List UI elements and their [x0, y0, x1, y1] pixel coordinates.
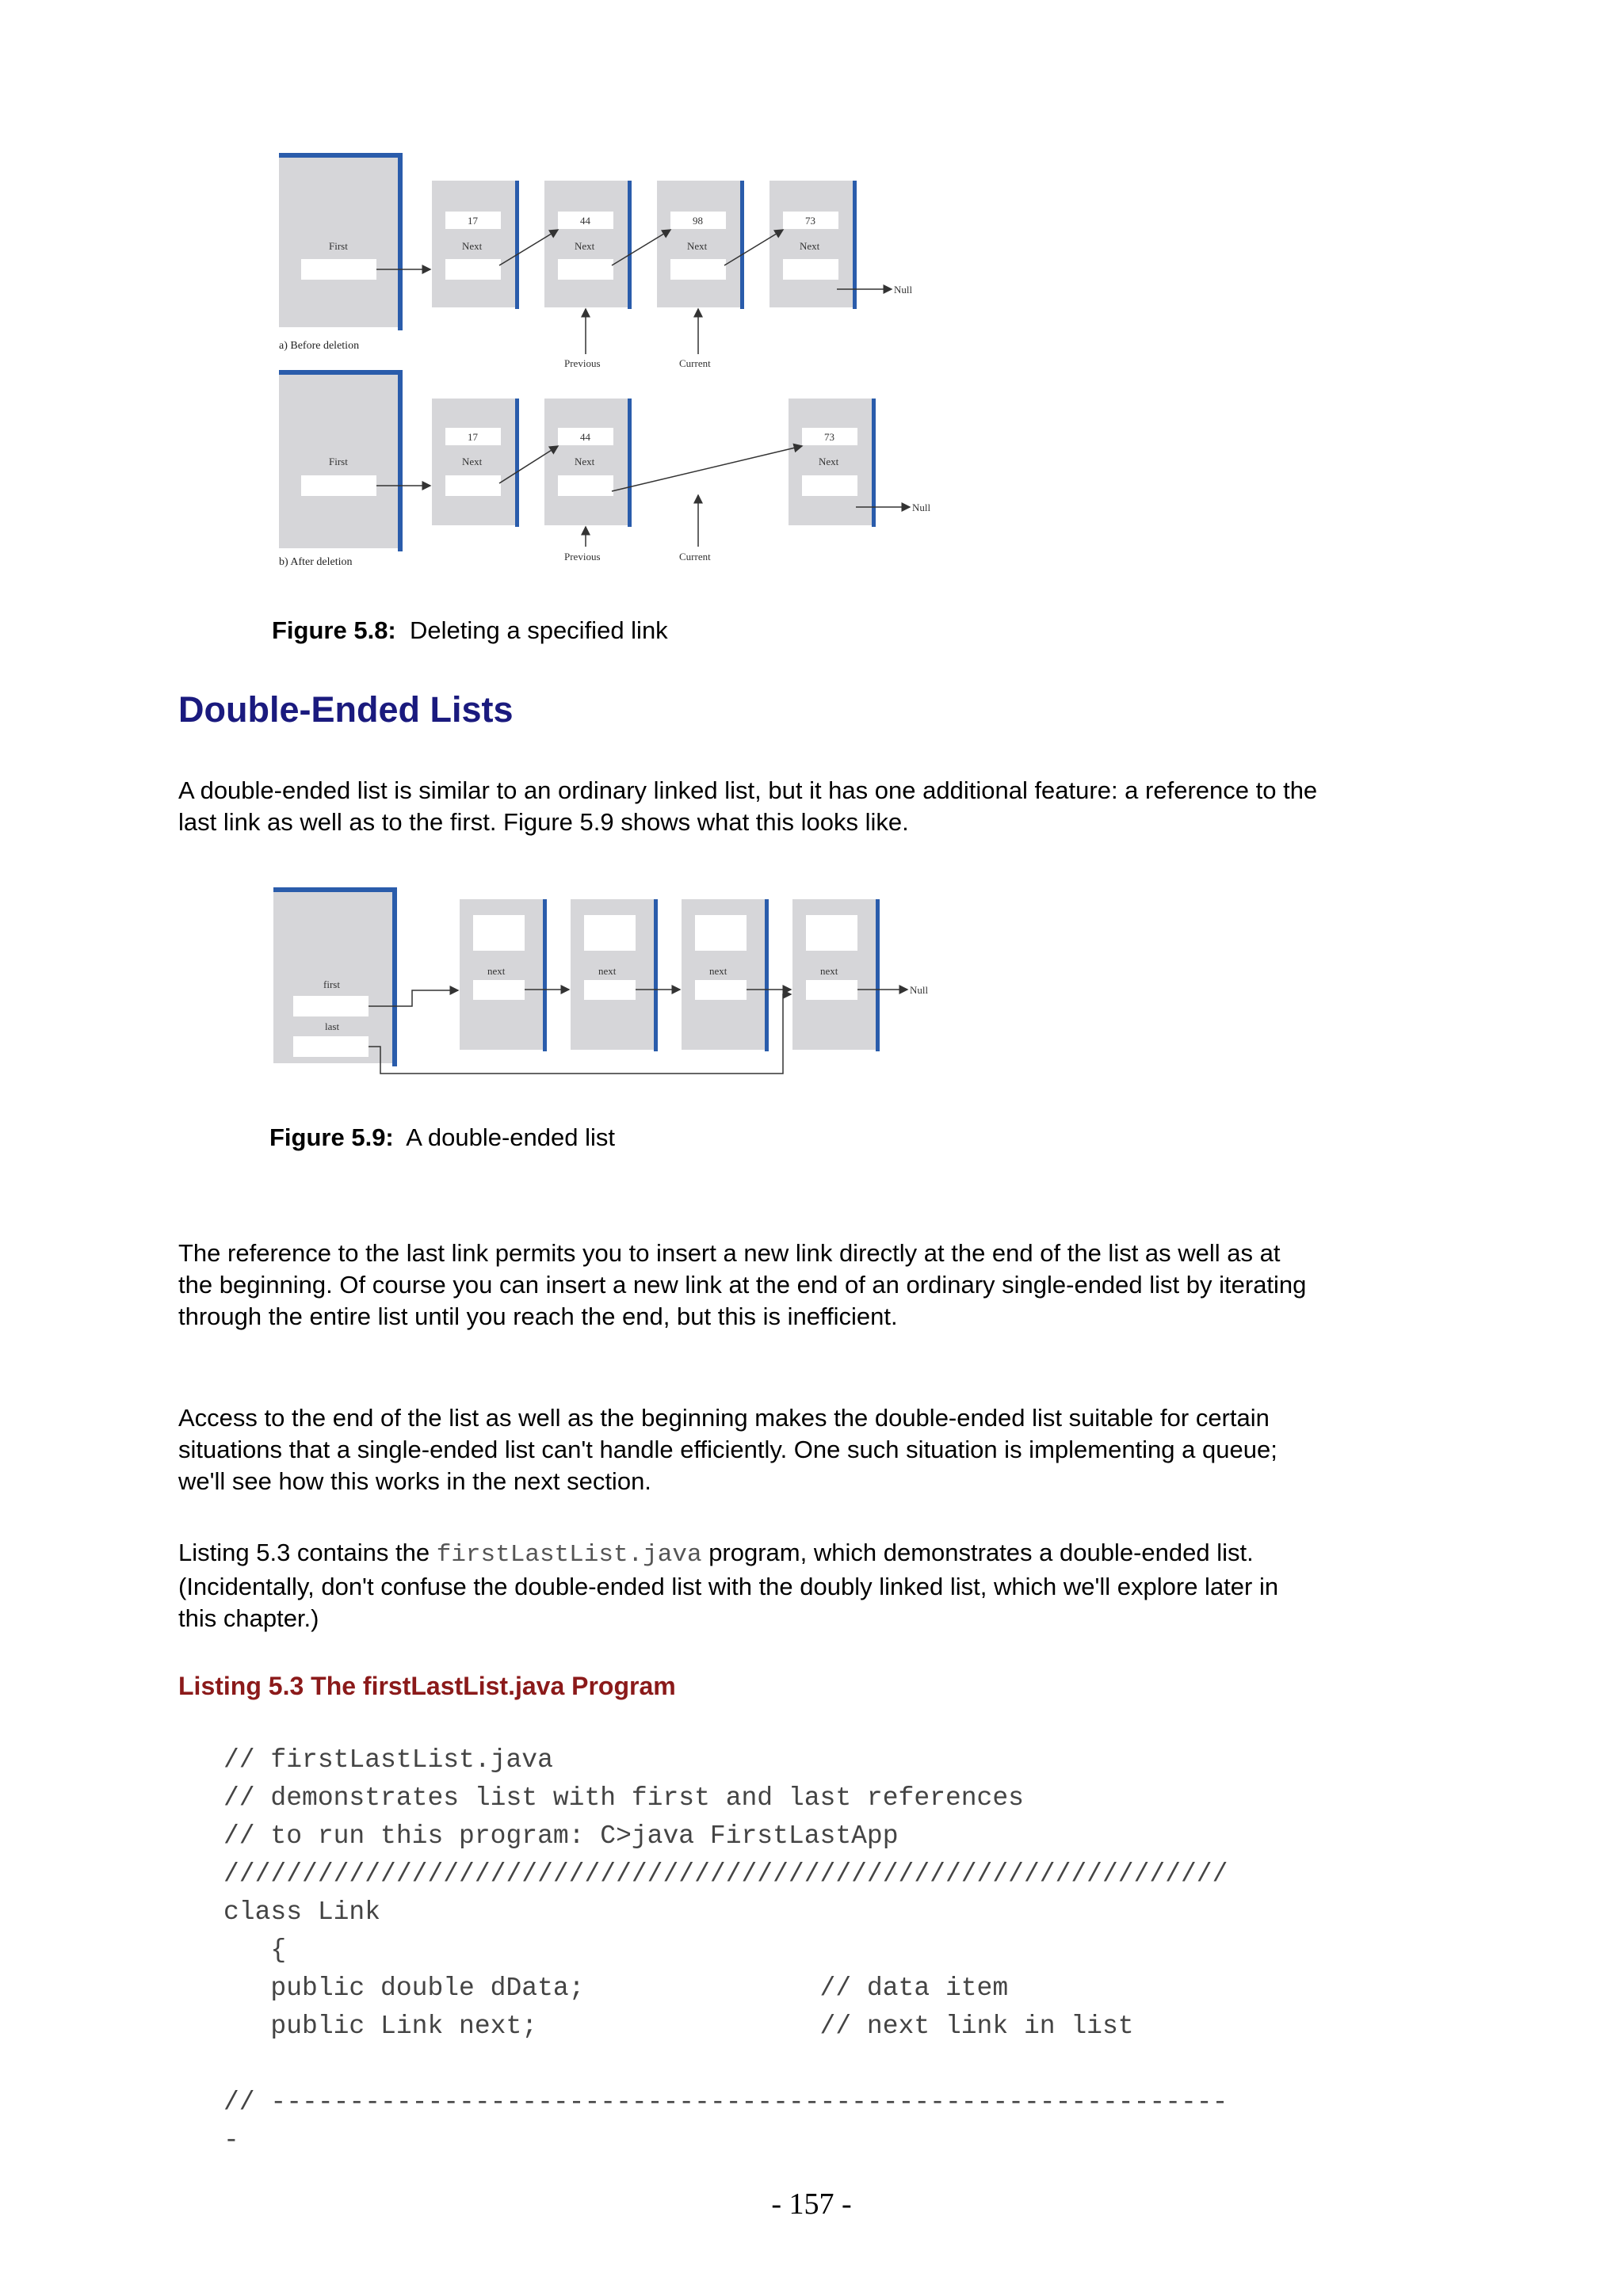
figure-5-9-diagram	[269, 883, 967, 1081]
link-value: 44	[580, 431, 590, 443]
link-node-3	[682, 899, 769, 1051]
null-label: Null	[894, 284, 913, 296]
link-node-17	[432, 399, 519, 527]
page-number: - 157 -	[771, 2187, 852, 2221]
panel-after-deletion	[279, 370, 931, 568]
link-next-label: Next	[800, 240, 820, 252]
current-label: Current	[679, 357, 711, 369]
link-next-label: next	[487, 965, 506, 977]
caption-label: Figure 5.8:	[272, 616, 396, 644]
figure-5-8-diagram	[269, 147, 967, 578]
link-next-label: next	[709, 965, 727, 977]
listing-title: Listing 5.3 The firstLastList.java Program	[178, 1672, 676, 1700]
first-field	[293, 996, 369, 1016]
link-next-label: next	[598, 965, 617, 977]
text-after-code: program, which demonstrates a double-ended list. (Incidentally, don't confuse the double-ended list with the doubly linked list, which we'll explore later in this chapter.)	[178, 1539, 1279, 1632]
text-before-code: Listing 5.3 contains the	[178, 1539, 437, 1566]
link-next-label: Next	[575, 240, 595, 252]
paragraph-access-end: Access to the end of the list as well as the beginning makes the double-ended list suitable for certain situations that a single-ended list can't handle efficiently. One such situation is implementing a queue; we'll see how this works in the next section.	[178, 1404, 1277, 1495]
link-next-label: Next	[687, 240, 708, 252]
link-next-label: Next	[819, 456, 839, 467]
paragraph-listing-intro	[178, 1537, 1319, 1634]
figure-5-8-caption	[272, 616, 668, 645]
link-next-label: Next	[462, 240, 483, 252]
link-node-44	[544, 181, 632, 309]
intro-paragraph: A double-ended list is similar to an ordinary linked list, but it has one additional feature: a reference to the last link as well as to the first. Figure 5.9 shows what this looks like.	[178, 776, 1318, 836]
null-label: Null	[912, 502, 931, 513]
figure-5-9-caption	[269, 1123, 615, 1152]
link-value: 17	[468, 431, 478, 443]
link-value: 44	[580, 215, 590, 227]
null-label: Null	[910, 984, 929, 996]
link-value: 17	[468, 215, 478, 227]
link-node-4	[792, 899, 880, 1051]
link-next-label: Next	[575, 456, 595, 467]
previous-label: Previous	[564, 357, 601, 369]
first-label: first	[323, 978, 340, 990]
link-node-2	[571, 899, 658, 1051]
first-label: First	[329, 240, 348, 252]
caption-text: A double-ended list	[406, 1123, 615, 1151]
link-value: 98	[693, 215, 703, 227]
code-listing: // firstLastList.java // demonstrates list with first and last references // to run this program: C>java FirstLastApp //////////////////////////////////////////////////////////////// class Link { public double dData; // data item public Link next; // next link in list // ------------------------------------------------------------- -	[223, 1745, 1228, 2155]
paragraph-last-reference: The reference to the last link permits you to insert a new link directly at the end of the list as well as at the beginning. Of course you can insert a new link at the end of an ordinary single-ended list by iterating through the entire list until you reach the end, but this is inefficient.	[178, 1239, 1307, 1330]
link-node-17	[432, 181, 519, 309]
link-node-1	[460, 899, 547, 1051]
first-field	[301, 259, 376, 280]
link-node-98	[657, 181, 744, 309]
section-heading: Double-Ended Lists	[178, 689, 514, 730]
last-label: last	[325, 1020, 340, 1032]
previous-label: Previous	[564, 551, 601, 563]
inline-code: firstLastList.java	[436, 1541, 702, 1569]
last-field	[293, 1036, 369, 1057]
link-value: 73	[824, 431, 834, 443]
link-node-44	[544, 399, 632, 527]
panel-before-deletion	[279, 153, 913, 369]
link-next-label: next	[820, 965, 838, 977]
panel-label: a) Before deletion	[279, 340, 360, 352]
link-value: 73	[805, 215, 815, 227]
link-next-label: Next	[462, 456, 483, 467]
first-label: First	[329, 456, 348, 467]
first-field	[301, 475, 376, 496]
current-label: Current	[679, 551, 711, 563]
caption-label: Figure 5.9:	[269, 1123, 394, 1151]
caption-text: Deleting a specified link	[410, 616, 668, 644]
panel-label: b) After deletion	[279, 556, 353, 568]
